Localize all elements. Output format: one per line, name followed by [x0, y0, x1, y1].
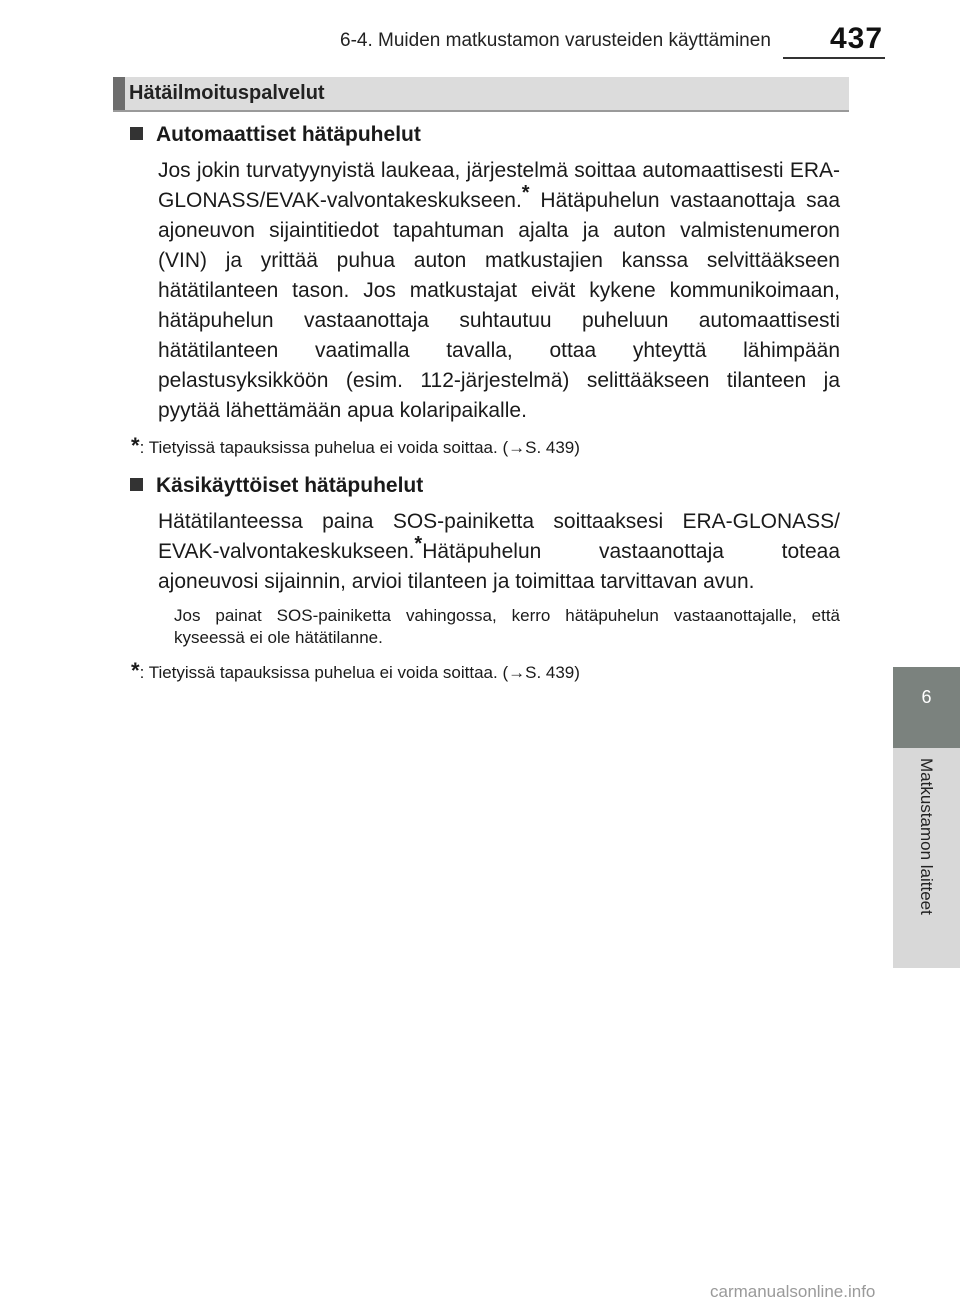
asterisk-marker: *	[414, 533, 423, 555]
watermark: carmanualsonline.info	[710, 1282, 876, 1301]
auto-call-paragraph	[158, 156, 840, 426]
auto-call-footnote	[131, 433, 580, 459]
section-bar-accent	[113, 77, 125, 110]
section-title: Hätäilmoituspalvelut	[129, 82, 325, 104]
page-number: 437	[830, 22, 884, 55]
manual-call-text-2: Hätäpuhelun vastaanottaja toteaa ajoneuvosi sijainnin, arvioi tilanteen ja toimittaa tarvittavan avun.	[158, 540, 840, 593]
header-title: 6-4. Muiden matkustamon varusteiden käyttäminen	[340, 30, 771, 51]
footnote-star: *	[131, 658, 140, 683]
auto-call-heading	[130, 123, 421, 147]
auto-call-heading-text: Automaattiset hätäpuhelut	[156, 123, 421, 146]
square-bullet-icon	[130, 478, 143, 491]
manual-call-heading-text: Käsikäyttöiset hätäpuhelut	[156, 474, 424, 497]
auto-call-footnote-text: : Tietyissä tapauksissa puhelua ei voida soittaa. (→S. 439)	[139, 438, 580, 457]
section-bar	[113, 77, 849, 112]
side-tab-label-box	[893, 748, 960, 968]
header-rule	[783, 57, 885, 59]
square-bullet-icon	[130, 127, 143, 140]
side-tab-label: Matkustamon laitteet	[917, 758, 936, 915]
auto-call-text-1: Jos jokin turvatyynyistä laukeaa, järjestelmä soittaa automaattisesti ERA-GLONASS/EVAK-valvontakeskukseen.	[158, 159, 840, 212]
manual-call-note: Jos painat SOS-painiketta vahingossa, kerro hätäpuhelun vastaanottajalle, että kyseessä ei ole hätätilanne.	[174, 606, 840, 647]
manual-call-text-1: Hätätilanteessa paina SOS-painiketta soittaaksesi ERA-GLONASS/ EVAK-valvontakeskukseen.	[158, 510, 840, 563]
side-tab-number: 6	[893, 667, 960, 748]
auto-call-text-2: Hätäpuhelun vastaanottaja saa ajoneuvon sijaintitiedot tapahtuman ajalta ja auton valmistenumeron (VIN) ja yrittää puhua auton matkustajien kanssa selvittääkseen hätätilanteen tason. Jos matkustajat eivät kykene kommunikoimaan, hätäpuhelun vastaanottaja suhtautuu puheluun automaattisesti hätätilanteen vaatimalla tavalla, ottaa yhteyttä lähimpään pelastusyksikköön (esim. 112-järjestelmä) selittääkseen tilanteen ja pyytää lähettämään apua kolaripaikalle.	[158, 189, 840, 422]
asterisk-marker: *	[521, 182, 530, 204]
manual-call-paragraph	[158, 507, 840, 597]
footnote-star: *	[131, 433, 140, 458]
manual-call-heading	[130, 474, 423, 498]
manual-call-footnote	[131, 658, 580, 684]
manual-call-footnote-text: : Tietyissä tapauksissa puhelua ei voida soittaa. (→S. 439)	[139, 663, 580, 682]
